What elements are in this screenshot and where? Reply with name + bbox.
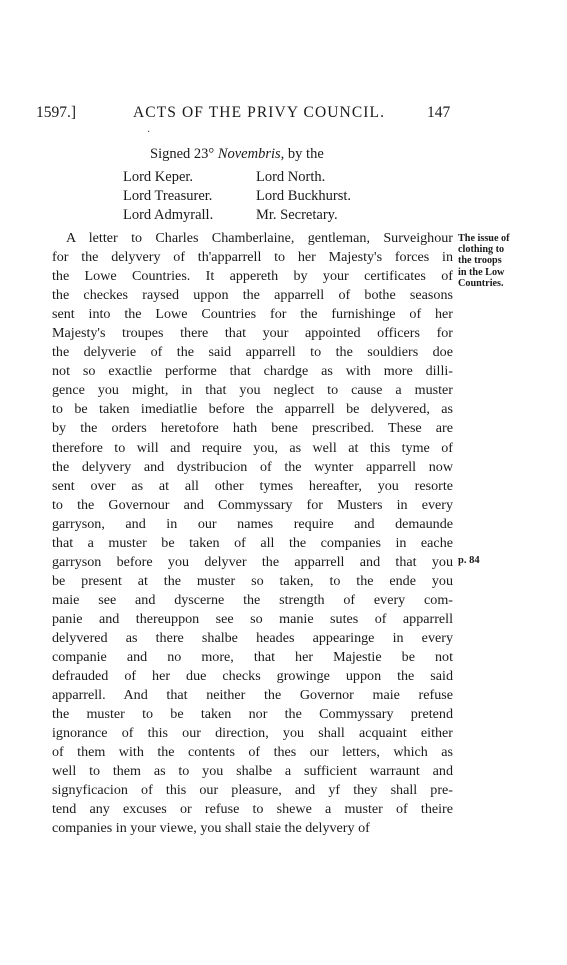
signed-line	[150, 146, 324, 163]
text-line: panie and thereuppon see so manie sutes of apparrell	[52, 610, 453, 627]
signed-prefix: Signed 23°	[150, 146, 215, 162]
text-line: defrauded of her due checks growinge uppon the said	[52, 668, 453, 685]
signer: Lord Buckhurst.	[256, 188, 352, 204]
text-line: therefore to will and require you, as well at this tyme of	[52, 439, 453, 456]
text-line: garryson before you delyver the apparrell and that you	[52, 553, 453, 570]
text-line: A letter to Charles Chamberlaine, gentleman, Surveighour	[66, 230, 453, 246]
margin-note-line: clothing to	[458, 244, 505, 256]
signers-row	[123, 169, 423, 188]
signers-row	[123, 207, 423, 226]
signer: Lord North.	[256, 169, 326, 185]
header-year: 1597.]	[36, 104, 77, 121]
header-mark: ·	[147, 127, 151, 138]
text-line: companies in your viewe, you shall staie the delyvery of	[52, 820, 370, 837]
text-line: well to them as to you shalbe a sufficient warraunt and	[52, 763, 453, 780]
page-reference: p. 84	[458, 555, 480, 566]
running-header	[0, 104, 567, 128]
signers-row	[123, 188, 423, 207]
text-line: Majesty's troupes there that your appointed officers for	[52, 325, 453, 342]
text-line: the delyvery and dystribucion of the wynter apparrell now	[52, 458, 453, 475]
signer: Mr. Secretary.	[256, 207, 338, 223]
margin-note-line: Countries.	[458, 277, 504, 289]
margin-note-line: the troops	[458, 255, 502, 267]
text-line: be present at the muster so taken, to the ende you	[52, 572, 453, 589]
margin-note-line: The issue of	[458, 233, 510, 244]
text-line: signyficacion of this our pleasure, and yf they shall pre-	[52, 782, 453, 799]
text-line: not so exactlie performe that chardge as with more dilli-	[52, 363, 453, 380]
text-line: apparrell. And that neither the Governor maie refuse	[52, 687, 453, 704]
text-line: by the orders heretofore hath bene prescribed. These are	[52, 420, 453, 437]
text-line: of them with the contents of thes our letters, which as	[52, 744, 453, 761]
text-line: maie see and dyscerne the strength of every com-	[52, 591, 453, 608]
margin-note	[458, 233, 528, 289]
letter-body	[52, 229, 453, 839]
header-title: ACTS OF THE PRIVY COUNCIL.	[133, 104, 386, 121]
signer: Lord Keper.	[123, 169, 194, 185]
signers-list	[123, 169, 423, 226]
text-line: the checkes raysed uppon the apparrell of bothe seasons	[52, 287, 453, 304]
signer: Lord Treasurer.	[123, 188, 213, 204]
text-line: sent into the Lowe Countries for the furnishinge of her	[52, 306, 453, 323]
text-line: the muster to be taken nor the Commyssary pretend	[52, 706, 453, 723]
text-line: companie and no more, that her Majestie be not	[52, 649, 453, 666]
text-line: garryson, and in our names require and demaunde	[52, 515, 453, 532]
text-line: that a muster be taken of all the companies in eache	[52, 534, 453, 551]
text-line: sent over as at all other tymes hereafter, you resorte	[52, 477, 453, 494]
text-line: delyvered as there shalbe heades appearinge in every	[52, 629, 453, 646]
text-line: for the delyvery of th'apparrell to her Majesty's forces in	[52, 249, 453, 266]
text-line: the Lowe Countries. It appereth by your certificates of	[52, 268, 453, 285]
signed-suffix: by the	[287, 146, 324, 162]
text-line: to be taken imediatlie before the apparrell be delyvered, as	[52, 401, 453, 418]
signed-date: Novembris,	[217, 146, 285, 162]
text-line: to the Governour and Commyssary for Musters in every	[52, 496, 453, 513]
signer: Lord Admyrall.	[123, 207, 214, 223]
text-line: ignorance of this our direction, you shall acquaint either	[52, 725, 453, 742]
header-page-number: 147	[427, 104, 451, 121]
text-line: gence you might, in that you neglect to cause a muster	[52, 382, 453, 399]
text-line: tend any excuses or refuse to shewe a muster of theire	[52, 801, 453, 818]
text-line: the delyverie of the said apparrell to the souldiers doe	[52, 344, 453, 361]
margin-note-line: in the Low	[458, 266, 505, 278]
